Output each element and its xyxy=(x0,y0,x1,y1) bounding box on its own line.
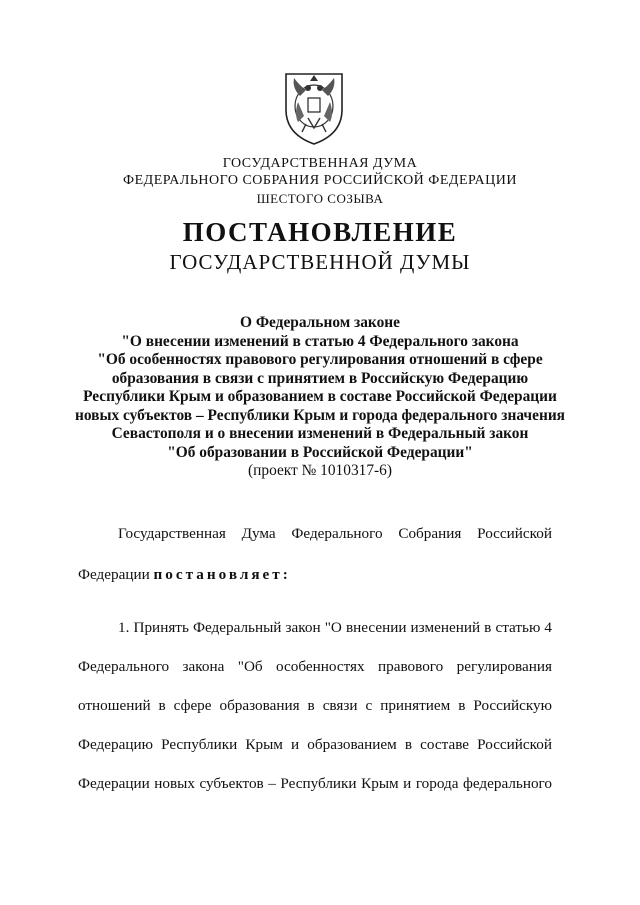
project-number: (проект № 1010317-6) xyxy=(248,462,392,479)
subject-line: О Федеральном законе xyxy=(240,314,400,331)
header-line-1: ГОСУДАРСТВЕННАЯ ДУМА xyxy=(222,156,418,171)
intro-paragraph-line xyxy=(78,566,552,584)
paragraph-1-line: Федерации новых субъектов – Республики Крым и города федерального xyxy=(78,775,552,792)
intro-text: Федерации xyxy=(78,566,154,583)
paragraph-1-line: Федерацию Республики Крым и образованием в составе Российской xyxy=(78,736,552,753)
header-line-2: ФЕДЕРАЛЬНОГО СОБРАНИЯ РОССИЙСКОЙ ФЕДЕРАЦИИ xyxy=(123,173,517,188)
coat-of-arms-icon xyxy=(270,62,358,148)
document-title: ПОСТАНОВЛЕНИЕ xyxy=(182,217,458,247)
paragraph-1-line: отношений в сфере образования в связи с принятием в Российскую xyxy=(78,697,552,714)
intro-paragraph-line: Государственная Дума Федерального Собрания Российской xyxy=(118,525,552,542)
resolves-word: постановляет: xyxy=(153,566,291,583)
subject-line: "Об особенностях правового регулирования отношений в сфере xyxy=(97,351,543,368)
subject-line: "О внесении изменений в статью 4 Федерального закона xyxy=(121,333,519,350)
header-line-3: ШЕСТОГО СОЗЫВА xyxy=(256,191,384,206)
document-subtitle: ГОСУДАРСТВЕННОЙ ДУМЫ xyxy=(169,250,471,274)
subject-line: Севастополя и о внесении изменений в Федеральный закон xyxy=(111,425,529,442)
subject-line: Республики Крым и образованием в составе Российской Федерации xyxy=(83,388,557,405)
paragraph-1-line: 1. Принять Федеральный закон "О внесении изменений в статью 4 xyxy=(118,619,552,636)
subject-line: "Об образовании в Российской Федерации" xyxy=(167,444,473,461)
subject-line: новых субъектов – Республики Крым и города федерального значения xyxy=(74,407,566,424)
paragraph-1-line: Федерального закона "Об особенностях правового регулирования xyxy=(78,658,552,675)
subject-line: образования в связи с принятием в Российскую Федерацию xyxy=(111,370,529,387)
